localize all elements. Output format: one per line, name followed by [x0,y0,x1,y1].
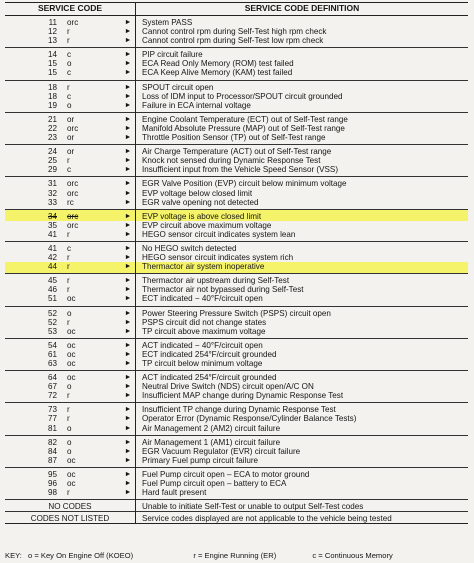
code-test-type: oc [67,349,76,359]
code-definition: Fuel Pump circuit open – battery to ECA [142,479,287,489]
special-code-label: CODES NOT LISTED [5,512,136,524]
code-definition: EGR Valve Position (EVP) circuit below minimum voltage [136,177,469,189]
code-test-type: o [67,446,72,456]
code-test-type: c [59,48,121,60]
code-test-type: r [67,27,70,37]
code-definition: ACT indicated 254°F/circuit grounded [136,371,469,383]
code-test-type: r [67,156,70,166]
code-test-type: c [67,91,72,101]
code-test-type: oc [67,326,76,336]
arrow-icon: ► [121,350,136,359]
code-row [5,424,468,436]
code-number: 41 [5,241,59,253]
code-test-type: r [67,488,70,498]
code-definition: ECT indicated 254°F/circuit grounded [142,349,277,359]
arrow-icon: ► [121,177,136,189]
code-test-type: oc [67,455,76,465]
code-number: 35 [47,220,57,230]
arrow-icon: ► [121,198,136,210]
code-row [5,318,468,327]
code-definition: Loss of IDM input to Processor/SPOUT circuit grounded [142,91,343,101]
code-definition: Thermactor air upstream during Self-Test [136,274,469,286]
code-test-type: r [67,229,70,239]
key-label: KEY: [5,551,22,560]
code-number: 46 [47,285,57,295]
code-definition: Fuel Pump circuit open – ECA to motor ground [136,467,469,479]
code-row [5,230,468,242]
code-row [5,262,468,274]
code-test-type: orc [67,123,79,133]
code-definition: Insufficient TP change during Dynamic Response Test [136,403,469,415]
arrow-icon: ► [121,241,136,253]
code-test-type: o [67,59,72,69]
arrow-icon: ► [121,403,136,415]
code-number: 44 [5,262,59,274]
code-number: 77 [47,414,57,424]
special-code-definition: Unable to initiate Self-Test or unable to output Self-Test codes [136,500,469,512]
arrow-icon: ► [121,391,136,403]
code-row [5,101,468,113]
code-number: 67 [47,382,57,392]
code-row [5,48,468,60]
code-definition: System PASS [136,16,469,28]
arrow-icon: ► [121,145,136,157]
code-row [5,435,468,447]
code-row [5,391,468,403]
code-test-type: r [59,80,121,92]
code-definition: Insufficient MAP change during Dynamic Response Test [142,391,344,401]
key-r: r = Engine Running (ER) [193,551,277,560]
code-row [5,177,468,189]
code-number: 52 [5,306,59,318]
code-row [5,467,468,479]
code-number: 13 [47,36,57,46]
code-row [5,456,468,468]
code-number: 15 [47,59,57,69]
code-definition: Air Management 2 (AM2) circuit failure [142,423,281,433]
code-number: 21 [5,112,59,124]
arrow-icon: ► [121,59,136,68]
code-definition: ECA Read Only Memory (ROM) test failed [142,59,294,69]
code-test-type: or [67,133,75,143]
code-number: 82 [5,435,59,447]
code-test-type: o [59,435,121,447]
code-test-type: orc [67,188,79,198]
code-row [5,359,468,371]
code-test-type: r [59,274,121,286]
code-number: 42 [47,253,57,263]
code-test-type: or [59,145,121,157]
arrow-icon: ► [121,262,136,274]
code-row [5,294,468,306]
arrow-icon: ► [121,274,136,286]
code-number: 53 [47,326,57,336]
code-definition: Neutral Drive Switch (NDS) circuit open/A/C ON [142,382,314,392]
arrow-icon: ► [121,27,136,36]
code-test-type: orc [59,177,121,189]
code-definition: Thermactor air not bypassed during Self-Test [142,285,304,295]
arrow-icon: ► [121,16,136,28]
arrow-icon: ► [121,338,136,350]
arrow-icon: ► [121,435,136,447]
code-test-type: r [67,317,70,327]
code-definition: ACT indicated − 40°F/circuit open [136,338,469,350]
code-test-type: o [67,100,72,110]
arrow-icon: ► [121,294,136,306]
code-row [5,80,468,92]
code-number: 95 [5,467,59,479]
code-number: 63 [47,359,57,368]
code-row [5,16,468,28]
code-row [5,156,468,165]
code-number: 22 [47,123,57,133]
arrow-icon: ► [121,467,136,479]
arrow-icon: ► [121,327,136,339]
code-number: 15 [47,68,57,78]
code-row [5,447,468,456]
code-definition: EVP voltage below closed limit [142,188,253,198]
code-row [5,124,468,133]
code-definition: Cannot control rpm during Self-Test high rpm check [142,27,327,37]
code-row [5,479,468,488]
code-number: 51 [47,294,57,304]
code-test-type: o [67,423,72,433]
arrow-icon: ► [121,488,136,500]
code-test-type: oc [67,294,76,304]
code-definition: Throttle Position Sensor (TP) out of Self-Test range [142,133,326,143]
code-definition: EGR valve opening not detected [142,197,259,207]
service-code-table [5,2,468,524]
code-test-type: r [59,403,121,415]
code-row [5,27,468,36]
arrow-icon: ► [121,112,136,124]
code-definition: Insufficient input from the Vehicle Speed Sensor (VSS) [142,165,339,175]
arrow-icon: ► [121,359,136,371]
arrow-icon: ► [121,253,136,262]
code-row [5,382,468,391]
code-row [5,36,468,48]
code-test-type: or [59,112,121,124]
code-test-type: r [67,253,70,263]
code-row [5,285,468,294]
arrow-icon: ► [121,479,136,488]
arrow-icon: ► [121,165,136,177]
arrow-icon: ► [121,133,136,145]
code-test-type: rc [67,197,74,207]
arrow-icon: ► [121,306,136,318]
code-row [5,92,468,101]
code-row [5,209,468,221]
special-code-row [5,500,468,512]
code-row [5,59,468,68]
table-header [5,3,468,16]
service-code-header: SERVICE CODE [5,3,136,16]
code-number: 32 [47,188,57,198]
arrow-icon: ► [121,124,136,133]
code-test-type: oc [67,359,76,368]
code-test-type: r [67,414,70,424]
arrow-icon: ► [121,414,136,423]
arrow-icon: ► [121,318,136,327]
special-code-label: NO CODES [5,500,136,512]
code-definition: Knock not sensed during Dynamic Response Test [142,156,321,166]
code-definition: Operator Error (Dynamic Response/Cylinder Balance Tests) [142,414,357,424]
code-row [5,274,468,286]
arrow-icon: ► [121,456,136,468]
code-test-type: r [67,36,70,46]
code-number: 24 [5,145,59,157]
code-row [5,253,468,262]
code-definition: Failure in ECA internal voltage [142,100,251,110]
code-row [5,338,468,350]
code-number: 64 [5,371,59,383]
code-test-type: orc [67,220,79,230]
code-number: 96 [47,479,57,489]
code-number: 19 [47,100,57,110]
code-rows [5,16,468,524]
arrow-icon: ► [121,230,136,242]
code-row [5,165,468,177]
code-definition: Manifold Absolute Pressure (MAP) out of Self-Test range [142,123,345,133]
code-row [5,327,468,339]
code-row [5,403,468,415]
arrow-icon: ► [121,36,136,48]
code-number: 11 [5,16,59,28]
code-definition: EGR Vacuum Regulator (EVR) circuit failure [142,446,301,456]
code-definition: HEGO sensor circuit indicates system rich [142,253,294,263]
code-number: 14 [5,48,59,60]
code-row [5,112,468,124]
code-number: 84 [47,446,57,456]
code-row [5,189,468,198]
code-definition: Power Steering Pressure Switch (PSPS) circuit open [136,306,469,318]
code-definition: PSPS circuit did not change states [142,317,267,327]
code-test-type: c [67,165,72,175]
code-row [5,350,468,359]
code-test-type: o [59,306,121,318]
arrow-icon: ► [121,382,136,391]
arrow-icon: ► [121,221,136,230]
code-number: 33 [47,197,57,207]
code-number: 73 [5,403,59,415]
code-row [5,145,468,157]
code-number: 52 [47,317,57,327]
code-test-type: o [67,382,72,392]
code-number: 23 [47,133,57,143]
code-row [5,68,468,80]
code-definition: ECT indicated − 40°F/circuit open [142,294,263,304]
code-definition: ECA Keep Alive Memory (KAM) test failed [142,68,293,78]
code-definition: Engine Coolant Temperature (ECT) out of Self-Test range [136,112,469,124]
special-code-row [5,512,468,524]
code-test-type: r [67,391,70,401]
code-row [5,198,468,210]
code-row [5,414,468,423]
definition-header: SERVICE CODE DEFINITION [136,3,469,16]
code-number: 34 [5,209,59,221]
code-number: 18 [5,80,59,92]
code-number: 41 [47,229,57,239]
code-number: 87 [47,455,57,465]
code-definition: SPOUT circuit open [136,80,469,92]
code-definition: Primary Fuel pump circuit failure [142,455,259,465]
key-o: o = Key On Engine Off (KOEO) [28,551,134,560]
code-row [5,488,468,500]
arrow-icon: ► [121,447,136,456]
code-definition: Hard fault present [142,488,207,498]
special-code-definition: Service codes displayed are not applicable to the vehicle being tested [136,512,469,524]
code-number: 72 [47,391,57,401]
code-test-type: oc [67,479,76,489]
code-test-type: orc [59,209,121,221]
arrow-icon: ► [121,371,136,383]
code-number: 18 [47,91,57,101]
code-test-type: oc [59,371,121,383]
arrow-icon: ► [121,189,136,198]
arrow-icon: ► [121,101,136,113]
code-number: 54 [5,338,59,350]
code-test-type: oc [59,467,121,479]
code-test-type: c [67,68,72,78]
arrow-icon: ► [121,209,136,221]
code-number: 12 [47,27,57,37]
code-definition: PIP circuit failure [136,48,469,60]
key-c: c = Continuous Memory [312,551,393,560]
code-test-type: r [59,262,121,274]
code-row [5,371,468,383]
code-definition: No HEGO switch detected [136,241,469,253]
code-row [5,241,468,253]
arrow-icon: ► [121,80,136,92]
arrow-icon: ► [121,156,136,165]
code-number: 25 [47,156,57,166]
code-definition: EVP circuit above maximum voltage [142,220,272,230]
code-definition: EVP voltage is above closed limit [136,209,469,221]
arrow-icon: ► [121,68,136,80]
code-test-type: oc [59,338,121,350]
key-legend [5,551,468,560]
code-definition: TP circuit above maximum voltage [142,326,266,336]
code-definition: Thermactor air system inoperative [136,262,469,274]
code-test-type: orc [59,16,121,28]
code-number: 31 [5,177,59,189]
code-row [5,221,468,230]
code-test-type: r [67,285,70,295]
code-row [5,133,468,145]
code-row [5,306,468,318]
arrow-icon: ► [121,48,136,60]
arrow-icon: ► [121,285,136,294]
code-definition: TP circuit below minimum voltage [142,359,263,368]
arrow-icon: ► [121,424,136,436]
code-number: 98 [47,488,57,498]
code-test-type: c [59,241,121,253]
code-number: 61 [47,349,57,359]
code-number: 45 [5,274,59,286]
code-definition: Cannot control rpm during Self-Test low rpm check [142,36,324,46]
code-definition: Air Charge Temperature (ACT) out of Self-Test range [136,145,469,157]
code-number: 81 [47,423,57,433]
code-definition: Air Management 1 (AM1) circuit failure [136,435,469,447]
arrow-icon: ► [121,92,136,101]
code-definition: HEGO sensor circuit indicates system lean [142,229,296,239]
code-number: 29 [47,165,57,175]
